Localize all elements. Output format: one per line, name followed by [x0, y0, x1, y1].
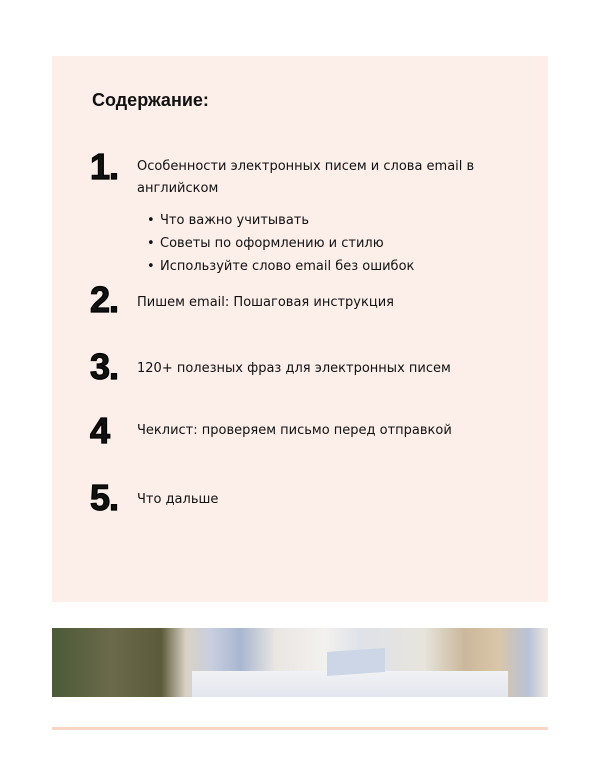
banner-photo	[52, 628, 548, 697]
toc-item-3[interactable]: 120+ полезных фраз для электронных писем	[137, 361, 451, 376]
toc-subitem[interactable]: • Используйте слово email без ошибок	[147, 255, 414, 278]
toc-subitem[interactable]: • Что важно учитывать	[147, 209, 414, 232]
divider	[52, 727, 548, 730]
toc-subitem[interactable]: • Советы по оформлению и стилю	[147, 232, 414, 255]
toc-subitems	[147, 209, 414, 278]
toc-number-1: 1.	[90, 146, 119, 187]
toc-number-2: 2.	[90, 279, 119, 320]
photo-laptop	[327, 648, 385, 676]
toc-number-4: 4	[90, 410, 110, 451]
toc-item-4[interactable]: Чеклист: проверяем письмо перед отправкой	[137, 423, 452, 438]
toc-item-2[interactable]: Пишем email: Пошаговая инструкция	[137, 295, 394, 310]
toc-title: Содержание:	[92, 90, 209, 110]
toc-number-5: 5.	[90, 477, 119, 518]
toc-item-5[interactable]: Что дальше	[137, 492, 219, 507]
toc-number-3: 3.	[90, 346, 119, 387]
toc-item-1[interactable]: Особенности электронных писем и слова email в английском	[137, 159, 475, 196]
table-of-contents	[52, 56, 548, 602]
photo-bed	[192, 671, 508, 697]
